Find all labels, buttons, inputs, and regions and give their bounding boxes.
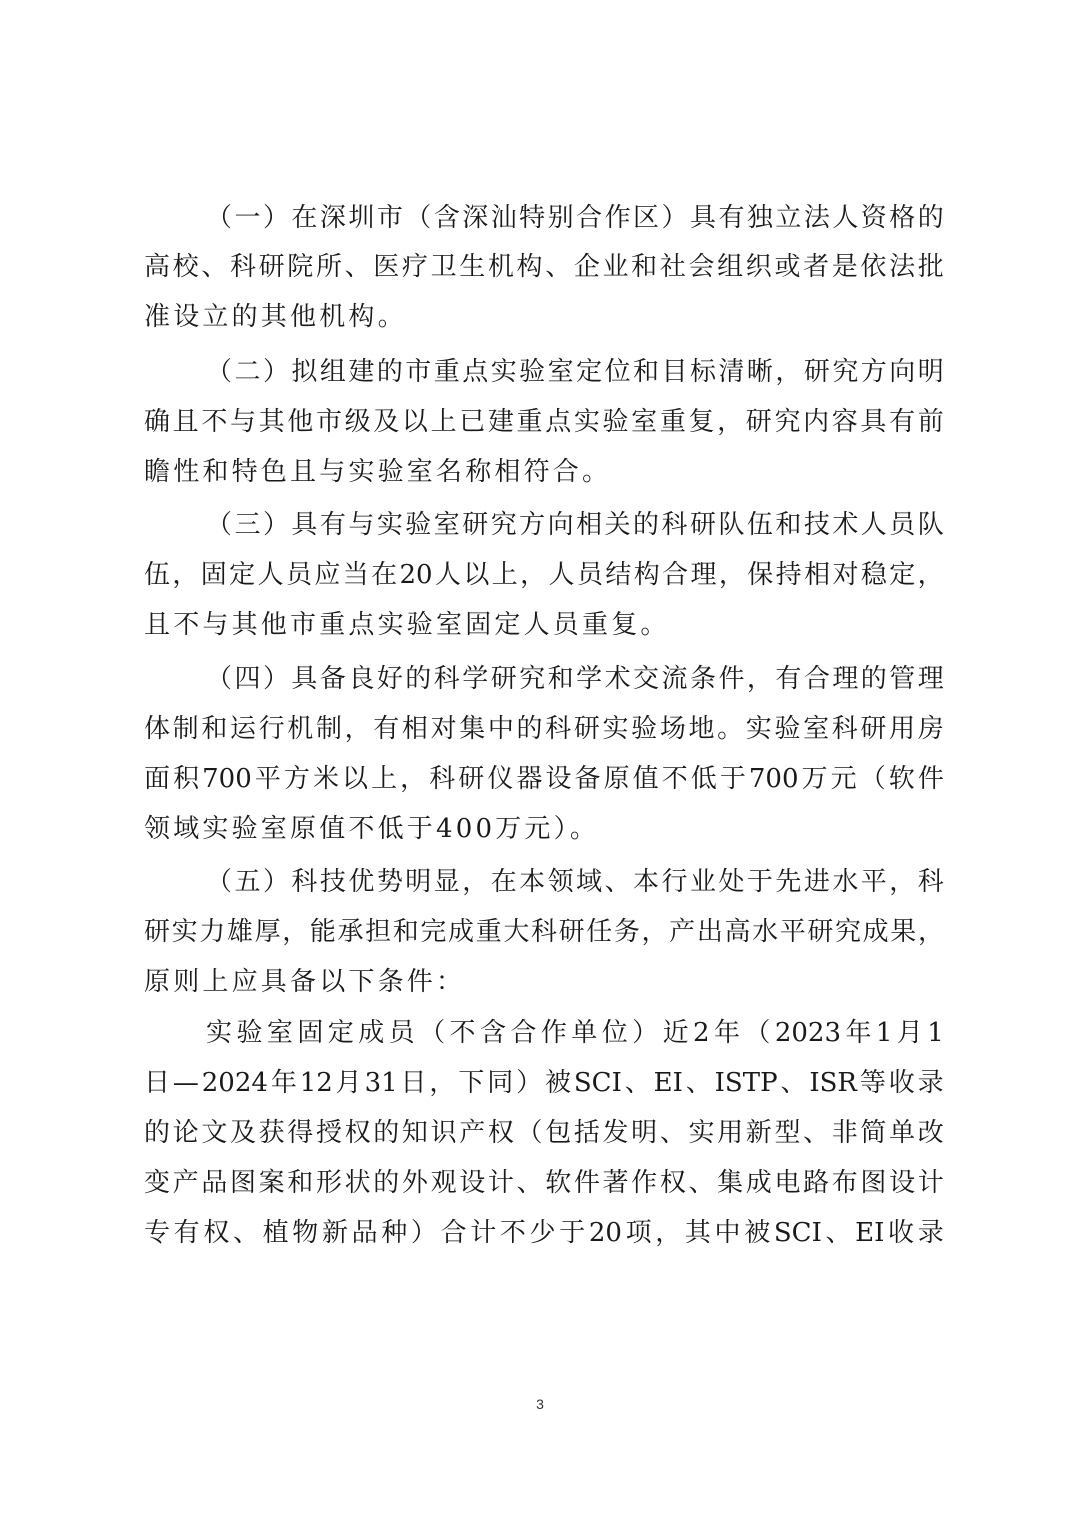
text-line: 确 且 不 与 其 他 市 级 及 以 上 已 建 重 点 实 验 室 重 复 ， 研 究 内 容 具 有 前 xyxy=(144,407,944,437)
text-line: （ 二 ） 拟 组 建 的 市 重 点 实 验 室 定 位 和 目 标 清 晰 ， 研 究 方 向 明 xyxy=(206,357,944,387)
text-line: （ 四 ） 具 备 良 好 的 科 学 研 究 和 学 术 交 流 条 件 ， 有 合 理 的 管 理 xyxy=(206,664,944,694)
text-line: 且不与其他市重点实验室固定人员重复。 xyxy=(144,610,670,640)
text-line: 伍 ， 固 定 人 员 应 当 在 20 人 以 上 ， 人 员 结 构 合 理 ， 保 持 相 对 稳 定 ， xyxy=(144,560,944,590)
text-line: 体 制 和 运 行 机 制 ， 有 相 对 集 中 的 科 研 实 验 场 地 。 实 验 室 科 研 用 房 xyxy=(144,714,944,744)
text-line: 准设立的其他机构。 xyxy=(144,302,407,332)
text-line: 原则上应具备以下条件： xyxy=(144,967,466,997)
text-line: 专 有 权 、 植 物 新 品 种 ） 合 计 不 少 于 20 项 ， 其 中 被 SCI 、 EI 收 录 xyxy=(144,1218,944,1248)
text-line: 变 产 品 图 案 和 形 状 的 外 观 设 计 、 软 件 著 作 权 、 集 成 电 路 布 图 设 计 xyxy=(144,1168,944,1198)
text-line: （ 五 ） 科 技 优 势 明 显 ， 在 本 领 域 、 本 行 业 处 于 先 进 水 平 ， 科 xyxy=(206,867,944,897)
text-line: 领域实验室原值不低于400万元）。 xyxy=(144,814,600,844)
text-line: （ 三 ） 具 有 与 实 验 室 研 究 方 向 相 关 的 科 研 队 伍 和 技 术 人 员 队 xyxy=(206,510,944,540)
text-line: （ 一 ） 在 深 圳 市 （ 含 深 汕 特 别 合 作 区 ） 具 有 独 立 法 人 资 格 的 xyxy=(206,203,944,233)
text-line: 瞻性和特色且与实验室名称相符合。 xyxy=(144,457,612,487)
text-line: 面 积 700 平 方 米 以 上 ， 科 研 仪 器 设 备 原 值 不 低 于 700 万 元 （ 软 件 xyxy=(144,764,944,794)
text-line: 日 — 2024 年 12 月 31 日 ， 下 同 ） 被 SCI 、 EI 、 ISTP 、 ISR 等 收 录 xyxy=(144,1068,944,1098)
text-line: 高 校 、 科 研 院 所 、 医 疗 卫 生 机 构 、 企 业 和 社 会 组 织 或 者 是 依 法 批 xyxy=(144,252,944,282)
page-number: 3 xyxy=(536,1396,544,1412)
text-line: 的 论 文 及 获 得 授 权 的 知 识 产 权 （ 包 括 发 明 、 实 用 新 型 、 非 简 单 改 xyxy=(144,1118,944,1148)
text-line: 研 实 力 雄 厚 ， 能 承 担 和 完 成 重 大 科 研 任 务 ， 产 出 高 水 平 研 究 成 果 ， xyxy=(144,917,944,947)
text-line: 实 验 室 固 定 成 员 （ 不 含 合 作 单 位 ） 近 2 年 （ 2023 年 1 月 1 xyxy=(206,1018,944,1048)
